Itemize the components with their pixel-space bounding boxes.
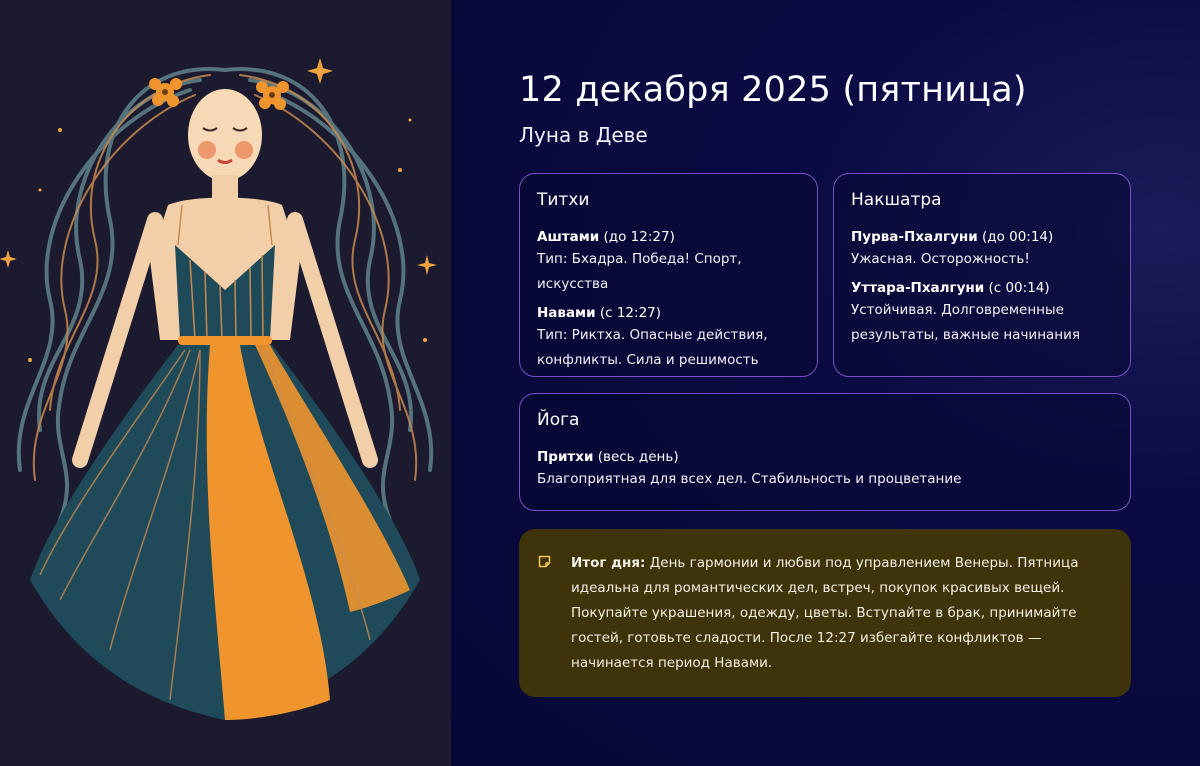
- woman-illustration: [0, 0, 451, 766]
- tithi-card: [519, 173, 818, 377]
- yoga-card-title: Йога: [537, 410, 580, 430]
- moon-sign: Луна в Деве: [519, 123, 648, 147]
- yoga-card: [519, 393, 1131, 511]
- nakshatra-entry-1-time: (до 00:14): [981, 229, 1054, 245]
- nakshatra-card-title: Накшатра: [851, 190, 942, 210]
- tithi-entry-2-name: Навами: [537, 305, 596, 321]
- nakshatra-card: [833, 173, 1131, 377]
- yoga-entry-1-head: [537, 447, 1113, 467]
- summary-body: День гармонии и любви под управлением Венеры. Пятница идеальна для романтических дел, встреч, покупок красивых вещей. Покупайте украшения, одежду, цветы. Вступайте в брак, принимайте гостей, готовьте сладости. После 12:27 избегайте конфликтов — начинается период Навами.: [571, 555, 1079, 671]
- tithi-entry-1-name: Аштами: [537, 229, 600, 245]
- yoga-entry-1-name: Притхи: [537, 449, 594, 465]
- nakshatra-entry-2-name: Уттара-Пхалгуни: [851, 280, 985, 296]
- nakshatra-entry-2-time: (с 00:14): [988, 280, 1050, 296]
- summary-text: [571, 551, 1113, 676]
- page-title: 12 декабря 2025 (пятница): [519, 70, 1027, 110]
- day-forecast-panel: [451, 0, 1200, 766]
- nakshatra-entry-1-name: Пурва-Пхалгуни: [851, 229, 978, 245]
- memo-icon: [538, 555, 551, 568]
- tithi-card-title: Титхи: [537, 190, 590, 210]
- tithi-entry-2-head: [537, 303, 800, 323]
- nakshatra-entry-1-desc: Ужасная. Осторожность!: [851, 251, 1030, 267]
- nakshatra-entry-2-head: [851, 278, 1113, 298]
- yoga-entry-1-time: (весь день): [597, 449, 679, 465]
- tithi-entry-2-time: (с 12:27): [599, 305, 662, 321]
- day-summary: [519, 529, 1131, 697]
- tithi-entry-1-head: [537, 227, 800, 247]
- tithi-entry-1-desc: Тип: Бхадра. Победа! Спорт, искусства: [537, 251, 742, 292]
- nakshatra-entry-1-head: [851, 227, 1113, 247]
- nakshatra-entry-2-desc: Устойчивая. Долговременные результаты, важные начинания: [851, 302, 1081, 343]
- yoga-entry-1-desc: Благоприятная для всех дел. Стабильность и процветание: [537, 471, 962, 487]
- summary-label: Итог дня:: [571, 555, 646, 571]
- tithi-entry-1-time: (до 12:27): [603, 229, 675, 245]
- tithi-entry-2-desc: Тип: Риктха. Опасные действия, конфликты. Сила и решимость: [537, 327, 768, 368]
